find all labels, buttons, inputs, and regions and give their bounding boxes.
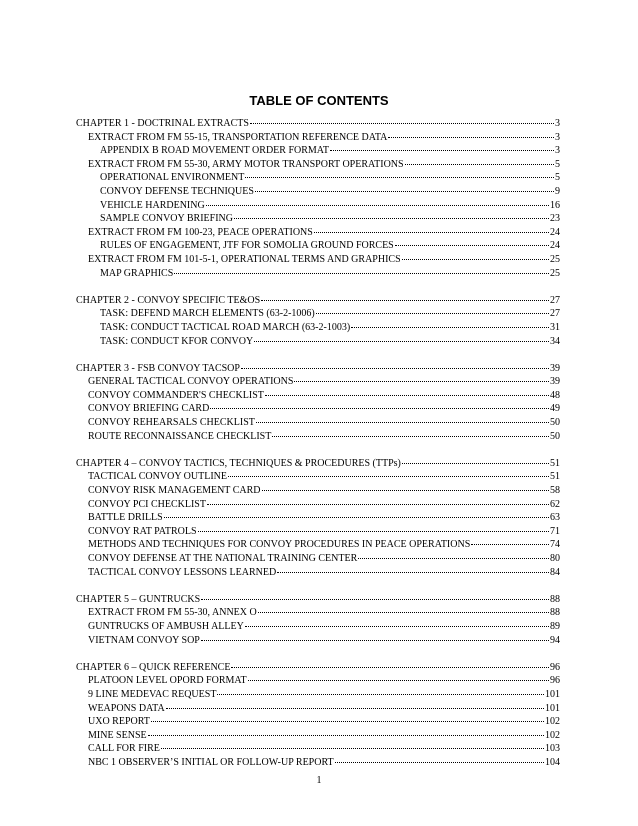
dot-leader [234, 218, 549, 219]
toc-entry-page-number: 5 [555, 172, 560, 184]
toc-entry-page-number: 5 [555, 158, 560, 170]
toc-entry-page-number: 63 [550, 512, 560, 524]
toc-entry-label: EXTRACT FROM FM 55-30, ARMY MOTOR TRANSPORT OPERATIONS [88, 158, 404, 170]
dot-leader [248, 680, 549, 681]
toc-entry[interactable] [76, 498, 560, 512]
toc-entry-label: GUNTRUCKS OF AMBUSH ALLEY [88, 620, 244, 632]
toc-entry[interactable] [76, 185, 560, 199]
dot-leader [351, 327, 549, 328]
toc-entry-label: PLATOON LEVEL OPORD FORMAT [88, 675, 247, 687]
toc-entry-label: CONVOY REHEARSALS CHECKLIST [88, 417, 255, 429]
dot-leader [405, 164, 554, 165]
toc-entry-label: TASK: DEFEND MARCH ELEMENTS (63-2-1006) [100, 308, 315, 320]
toc-entry-page-number: 80 [550, 553, 560, 564]
section-spacer [76, 647, 560, 661]
toc-entry-page-number: 25 [550, 267, 560, 279]
toc-entry[interactable] [76, 566, 560, 580]
toc-entry[interactable] [76, 484, 560, 498]
dot-leader [471, 544, 549, 545]
toc-entry-page-number: 96 [550, 661, 560, 673]
dot-leader [272, 436, 549, 437]
toc-entry[interactable] [76, 756, 560, 770]
dot-leader [201, 640, 549, 641]
dot-leader [294, 381, 549, 382]
toc-entry-page-number: 74 [550, 539, 560, 551]
section-spacer [76, 280, 560, 294]
toc-entry[interactable] [76, 226, 560, 240]
toc-entry[interactable] [76, 321, 560, 335]
page-number: 1 [316, 775, 322, 786]
dot-leader [262, 490, 549, 491]
toc-entry-page-number: 104 [545, 756, 560, 768]
dot-leader [402, 463, 549, 464]
dot-leader [164, 517, 549, 518]
toc-entry-label: NBC 1 OBSERVER’S INITIAL OR FOLLOW-UP REPORT [88, 756, 334, 768]
table-of-contents [76, 117, 560, 770]
toc-entry-label: APPENDIX B ROAD MOVEMENT ORDER FORMAT [100, 145, 330, 157]
dot-leader [316, 313, 549, 314]
toc-entry-page-number: 84 [550, 566, 560, 578]
dot-leader [261, 300, 549, 301]
toc-chapter-entry[interactable] [76, 593, 560, 607]
dot-leader [228, 476, 549, 477]
dot-leader [330, 150, 554, 151]
toc-chapter-entry[interactable] [76, 661, 560, 675]
toc-entry-page-number: 94 [550, 634, 560, 646]
toc-entry-page-number: 24 [550, 240, 560, 252]
dot-leader [207, 504, 549, 505]
toc-entry-label: OPERATIONAL ENVIRONMENT [100, 172, 245, 184]
toc-chapter-entry[interactable] [76, 457, 560, 471]
dot-leader [402, 259, 549, 260]
toc-entry-label: TACTICAL CONVOY LESSONS LEARNED [88, 566, 277, 578]
toc-entry-label: GENERAL TACTICAL CONVOY OPERATIONS [88, 376, 294, 388]
dot-leader [265, 395, 549, 396]
toc-entry-label: BATTLE DRILLS [88, 512, 163, 524]
toc-entry[interactable] [76, 402, 560, 416]
toc-entry-page-number: 102 [545, 716, 560, 728]
toc-entry-label: CONVOY PCI CHECKLIST [88, 498, 206, 510]
toc-entry[interactable] [76, 131, 560, 145]
toc-entry-label: MAP GRAPHICS [100, 267, 174, 279]
toc-entry-page-number: 3 [555, 131, 560, 143]
toc-entry-page-number: 49 [550, 403, 560, 415]
dot-leader [250, 123, 554, 124]
toc-entry-page-number: 58 [550, 485, 560, 497]
toc-entry[interactable] [76, 335, 560, 349]
toc-chapter-entry[interactable] [76, 362, 560, 376]
toc-entry-page-number: 96 [550, 675, 560, 687]
section-spacer [76, 348, 560, 362]
toc-entry-label: CALL FOR FIRE [88, 743, 160, 755]
toc-entry-page-number: 71 [550, 525, 560, 537]
dot-leader [395, 245, 549, 246]
toc-entry-label: VIETNAM CONVOY SOP [88, 634, 200, 646]
toc-entry-label: TACTICAL CONVOY OUTLINE [88, 471, 227, 483]
dot-leader [148, 735, 544, 736]
toc-entry-page-number: 31 [550, 321, 560, 333]
toc-entry[interactable] [76, 715, 560, 729]
toc-entry-page-number: 39 [550, 362, 560, 374]
toc-entry-label: TASK: CONDUCT TACTICAL ROAD MARCH (63-2-1003) [100, 321, 351, 333]
toc-entry[interactable] [76, 239, 560, 253]
toc-entry[interactable] [76, 253, 560, 267]
toc-entry[interactable] [76, 729, 560, 743]
dot-leader [166, 708, 544, 709]
page-title: TABLE OF CONTENTS [249, 93, 389, 108]
dot-leader [174, 273, 549, 274]
toc-entry-page-number: 34 [550, 335, 560, 347]
toc-entry[interactable] [76, 620, 560, 634]
toc-entry[interactable] [76, 674, 560, 688]
toc-entry-label: CONVOY RISK MANAGEMENT CARD [88, 485, 261, 497]
toc-entry-page-number: 51 [550, 457, 560, 469]
toc-entry-page-number: 50 [550, 430, 560, 442]
dot-leader [245, 626, 549, 627]
toc-entry-page-number: 16 [550, 199, 560, 211]
dot-leader [358, 558, 549, 559]
dot-leader [151, 721, 544, 722]
toc-entry[interactable] [76, 307, 560, 321]
toc-entry-label: CHAPTER 2 - CONVOY SPECIFIC TE&OS [76, 294, 261, 306]
toc-entry-label: VEHICLE HARDENING [100, 199, 205, 211]
toc-entry-label: EXTRACT FROM FM 55-15, TRANSPORTATION REFERENCE DATA [88, 131, 388, 143]
toc-entry[interactable] [76, 171, 560, 185]
toc-entry-page-number: 39 [550, 376, 560, 388]
toc-entry-label: TASK: CONDUCT KFOR CONVOY [100, 335, 254, 347]
toc-entry-label: SAMPLE CONVOY BRIEFING [100, 213, 233, 225]
dot-leader [161, 748, 544, 749]
toc-entry-page-number: 27 [550, 294, 560, 306]
dot-leader [277, 572, 549, 573]
toc-entry-label: WEAPONS DATA [88, 702, 165, 714]
toc-entry-page-number: 88 [550, 607, 560, 619]
toc-entry[interactable] [76, 552, 560, 566]
toc-entry[interactable] [76, 199, 560, 213]
toc-entry-label: UXO REPORT [88, 716, 150, 728]
dot-leader [198, 531, 549, 532]
toc-entry-label: 9 LINE MEDEVAC REQUEST [88, 688, 217, 700]
toc-entry-label: CONVOY DEFENSE TECHNIQUES [100, 185, 254, 197]
toc-entry-page-number: 50 [550, 417, 560, 429]
toc-entry[interactable] [76, 212, 560, 226]
toc-chapter-entry[interactable] [76, 117, 560, 131]
toc-entry-label: CHAPTER 1 - DOCTRINAL EXTRACTS [76, 118, 249, 129]
toc-entry-page-number: 23 [550, 213, 560, 225]
toc-chapter-entry[interactable] [76, 294, 560, 308]
toc-entry-page-number: 3 [555, 145, 560, 157]
toc-entry-label: CONVOY BRIEFING CARD [88, 403, 210, 415]
dot-leader [314, 232, 549, 233]
dot-leader [335, 762, 544, 763]
toc-entry-page-number: 62 [550, 498, 560, 510]
toc-entry-label: EXTRACT FROM FM 55-30, ANNEX O [88, 607, 257, 619]
toc-entry[interactable] [76, 702, 560, 716]
toc-entry[interactable] [76, 742, 560, 756]
dot-leader [201, 599, 549, 600]
toc-entry-page-number: 102 [545, 729, 560, 741]
toc-entry[interactable] [76, 634, 560, 648]
dot-leader [210, 408, 549, 409]
toc-entry-label: CHAPTER 3 - FSB CONVOY TACSOP [76, 362, 240, 374]
toc-entry[interactable] [76, 688, 560, 702]
toc-entry[interactable] [76, 470, 560, 484]
dot-leader [258, 612, 549, 613]
dot-leader [217, 694, 544, 695]
toc-entry-label: RULES OF ENGAGEMENT, JTF FOR SOMOLIA GROUND FORCES [100, 240, 394, 252]
toc-entry-label: CONVOY DEFENSE AT THE NATIONAL TRAINING CENTER [88, 553, 358, 564]
toc-entry-page-number: 25 [550, 253, 560, 265]
toc-entry-page-number: 51 [550, 471, 560, 483]
toc-entry-page-number: 89 [550, 620, 560, 632]
toc-entry-page-number: 101 [545, 702, 560, 714]
toc-entry-page-number: 3 [555, 118, 560, 129]
dot-leader [255, 191, 554, 192]
section-spacer [76, 443, 560, 457]
toc-entry-page-number: 88 [550, 593, 560, 605]
toc-entry-label: METHODS AND TECHNIQUES FOR CONVOY PROCEDURES IN PEACE OPERATIONS [88, 539, 471, 551]
toc-entry[interactable] [76, 375, 560, 389]
toc-entry[interactable] [76, 525, 560, 539]
toc-entry[interactable] [76, 538, 560, 552]
dot-leader [245, 177, 554, 178]
dot-leader [231, 667, 549, 668]
toc-entry-page-number: 101 [545, 688, 560, 700]
toc-entry-label: CHAPTER 5 – GUNTRUCKS [76, 593, 201, 605]
toc-entry-label: CONVOY COMMANDER'S CHECKLIST [88, 389, 264, 401]
toc-entry-label: CHAPTER 6 – QUICK REFERENCE [76, 661, 231, 673]
dot-leader [206, 205, 549, 206]
toc-entry-page-number: 103 [545, 743, 560, 755]
toc-entry-label: ROUTE RECONNAISSANCE CHECKLIST [88, 430, 272, 442]
dot-leader [254, 341, 549, 342]
toc-entry[interactable] [76, 144, 560, 158]
toc-entry-page-number: 24 [550, 226, 560, 238]
toc-entry[interactable] [76, 511, 560, 525]
toc-entry-page-number: 27 [550, 308, 560, 320]
toc-entry[interactable] [76, 267, 560, 281]
toc-entry-label: CONVOY RAT PATROLS [88, 525, 197, 537]
dot-leader [241, 368, 549, 369]
toc-entry-page-number: 9 [555, 185, 560, 197]
section-spacer [76, 579, 560, 593]
toc-entry-label: MINE SENSE [88, 729, 147, 741]
dot-leader [256, 422, 549, 423]
toc-entry-label: EXTRACT FROM FM 101-5-1, OPERATIONAL TERMS AND GRAPHICS [88, 253, 401, 265]
toc-entry-page-number: 48 [550, 389, 560, 401]
toc-entry[interactable] [76, 416, 560, 430]
toc-entry[interactable] [76, 430, 560, 444]
toc-entry[interactable] [76, 389, 560, 403]
toc-entry[interactable] [76, 158, 560, 172]
dot-leader [388, 137, 554, 138]
toc-entry-label: EXTRACT FROM FM 100-23, PEACE OPERATIONS [88, 226, 313, 238]
toc-entry[interactable] [76, 606, 560, 620]
toc-entry-label: CHAPTER 4 – CONVOY TACTICS, TECHNIQUES & PROCEDURES (TTPs) [76, 457, 401, 469]
